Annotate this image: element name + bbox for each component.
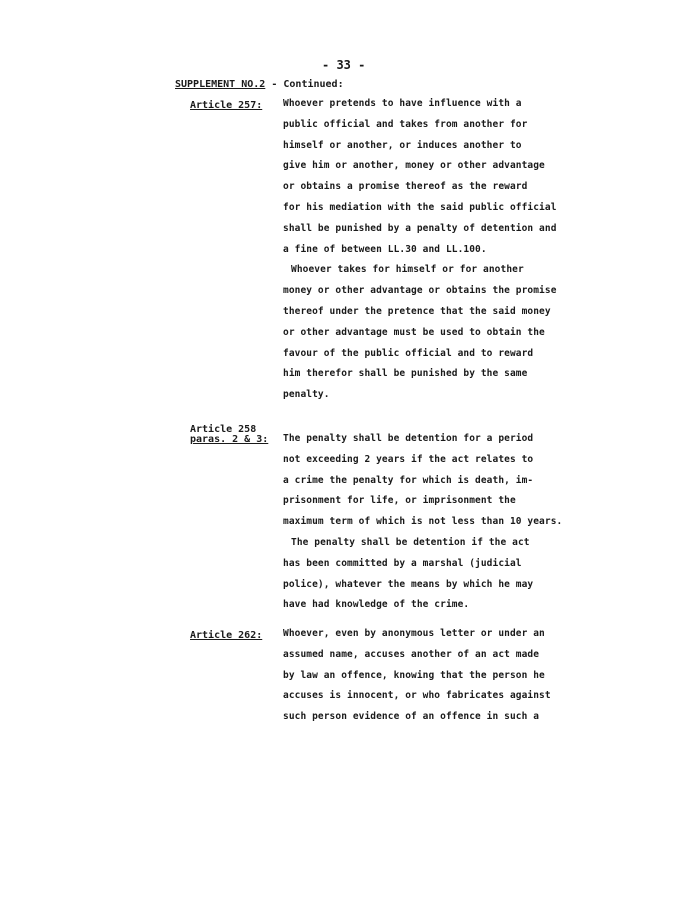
paragraph xyxy=(283,264,573,410)
article-label-line: Article 262: xyxy=(190,630,263,641)
text-line: favour of the public official and to reward xyxy=(283,347,534,359)
article-label xyxy=(190,425,268,445)
text-line: not exceeding 2 years if the act relates to xyxy=(283,453,534,465)
text-line: such person evidence of an offence in such a xyxy=(283,711,540,723)
article-label-line: Article 258 xyxy=(190,424,257,435)
text-line: for his mediation with the said public official xyxy=(283,201,557,213)
text-line: thereof under the pretence that the said money xyxy=(283,305,551,317)
text-line: money or other advantage or obtains the promise xyxy=(283,285,557,297)
text-line: a fine of between LL.30 and LL.100. xyxy=(283,243,487,255)
text-line: penalty. xyxy=(283,389,330,401)
text-line: The penalty shall be detention if the act xyxy=(291,536,530,548)
article-body xyxy=(283,628,573,732)
text-line: police), whatever the means by which he may xyxy=(283,578,534,590)
text-line: The penalty shall be detention for a period xyxy=(283,433,534,444)
text-line: shall be punished by a penalty of detention and xyxy=(283,222,557,234)
text-line: a crime the penalty for which is death, im- xyxy=(283,474,534,486)
text-line: Whoever, even by anonymous letter or under an xyxy=(283,628,545,639)
text-line: himself or another, or induces another to xyxy=(283,139,522,151)
section-heading xyxy=(175,79,344,90)
supplement-title: SUPPLEMENT NO.2 xyxy=(175,79,266,90)
article-label-line: paras. 2 & 3: xyxy=(190,434,269,445)
paragraph xyxy=(283,98,573,264)
article-body xyxy=(283,98,573,410)
page-number: - 33 - xyxy=(322,58,366,72)
article-body xyxy=(283,433,573,620)
paragraph xyxy=(283,433,573,537)
text-line: accuses is innocent, or who fabricates against xyxy=(283,690,551,702)
article-label xyxy=(190,101,262,111)
text-line: by law an offence, knowing that the person he xyxy=(283,669,545,681)
text-line: prisonment for life, or imprisonment the xyxy=(283,495,516,507)
text-line: give him or another, money or other advantage xyxy=(283,160,545,172)
supplement-suffix: - Continued: xyxy=(271,79,344,90)
text-line: him therefor shall be punished by the same xyxy=(283,368,528,380)
text-line: Whoever pretends to have influence with a xyxy=(283,98,522,109)
paragraph xyxy=(283,537,573,620)
paragraph xyxy=(283,628,573,732)
text-line: or obtains a promise thereof as the reward xyxy=(283,181,528,193)
text-line: has been committed by a marshal (judicial xyxy=(283,557,522,569)
text-line: or other advantage must be used to obtain the xyxy=(283,326,545,338)
text-line: assumed name, accuses another of an act made xyxy=(283,648,540,660)
text-line: maximum term of which is not less than 10 years. xyxy=(283,516,563,528)
text-line: have had knowledge of the crime. xyxy=(283,599,470,611)
text-line: public official and takes from another for xyxy=(283,118,528,130)
article-label-line: Article 257: xyxy=(190,100,263,111)
article-label xyxy=(190,631,262,641)
text-line: Whoever takes for himself or for another xyxy=(291,264,524,276)
